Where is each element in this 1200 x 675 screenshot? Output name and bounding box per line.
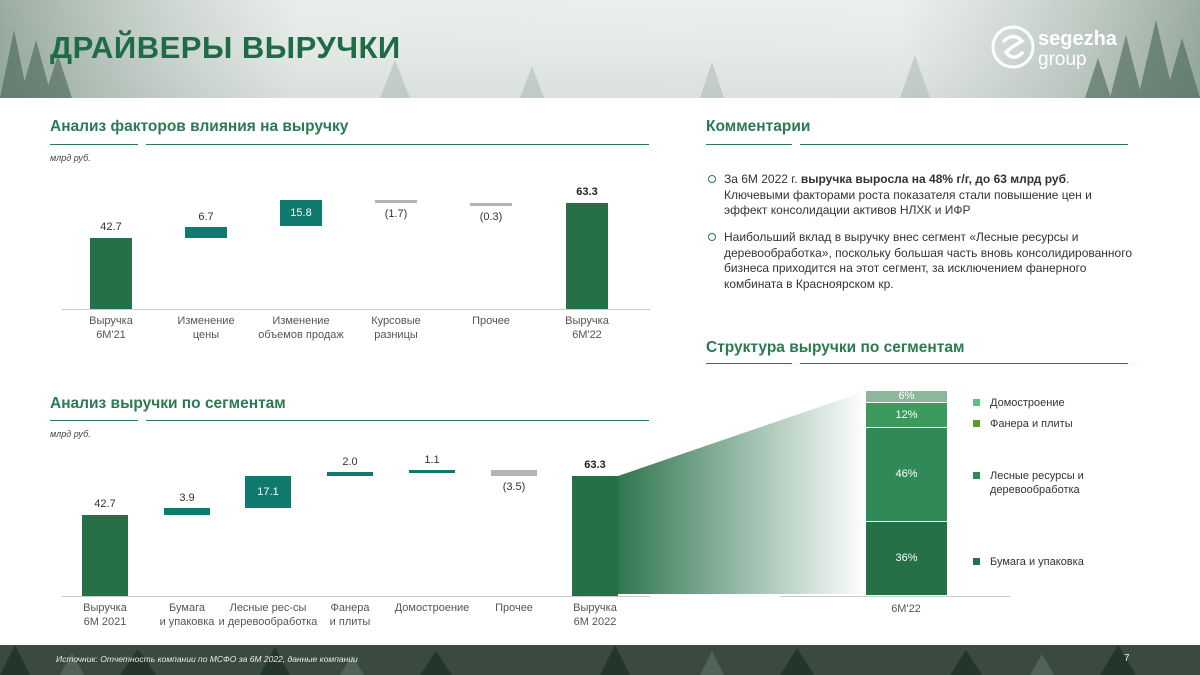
structure-baseline [780, 596, 1010, 597]
bullet-icon [708, 233, 716, 241]
source-note: Источник: Отчетность компании по МСФО за 6М 2022, данные компании [56, 654, 358, 664]
legend-text-3: Лесные ресурсы и деревообработка [990, 470, 1084, 496]
segment-value-4: 6% [898, 390, 915, 403]
factors-rule-right [146, 144, 649, 145]
chart-baseline [62, 309, 650, 310]
bar-1 [82, 515, 128, 596]
comments-rule-left [706, 144, 792, 145]
data-label-4: 2.0 [342, 455, 358, 468]
data-label-2: 3.9 [179, 491, 195, 504]
category-label-6: Прочее [495, 602, 533, 614]
category-label-7: Выручка 6М 2022 [573, 602, 617, 628]
category-label-1: Выручка 6М 2021 [83, 602, 127, 628]
data-label-4: (1.7) [384, 208, 408, 221]
comment-text-2: Наибольший вклад в выручку внес сегмент «Лесные ресурсы и деревообработка», поскольку большая часть вновь консолидированного бизнеса приходится на этот сегмент, за исключением фанерного комбината в Красноярском кр. [724, 230, 1133, 291]
data-label-3: 15.8 [290, 207, 312, 220]
category-label-5: Домостроение [394, 602, 470, 614]
structure-category-label: 6М'22 [891, 603, 921, 615]
data-label-6: 63.3 [576, 186, 598, 199]
data-label-6: (3.5) [502, 481, 526, 494]
bar-7 [572, 476, 618, 596]
factors-rule-left [50, 144, 138, 145]
data-label-1: 42.7 [100, 220, 122, 233]
category-label-4: Фанера и плиты [329, 602, 371, 628]
segment-value-1: 36% [895, 552, 918, 565]
category-label-5: Прочее [472, 315, 510, 327]
legend-text-1: Домостроение [990, 397, 1065, 409]
bar-6 [491, 470, 537, 477]
legend-swatch-1 [973, 399, 980, 406]
structure-title: Структура выручки по сегментам [706, 339, 965, 356]
legend-swatch-4 [973, 558, 980, 565]
category-label-3: Лесные рес-сы и деревообработка [218, 602, 318, 628]
comments-title: Комментарии [706, 118, 811, 135]
data-label-7: 63.3 [584, 459, 606, 472]
category-label-2: Изменение цены [177, 315, 235, 341]
segments-rule-right [146, 420, 649, 421]
legend-swatch-2 [973, 420, 980, 427]
segment-value-3: 12% [895, 408, 918, 421]
bar-5 [409, 470, 455, 473]
structure-rule-right [800, 363, 1128, 364]
logo-text-group: group [1038, 49, 1087, 70]
bar-5 [470, 203, 512, 206]
category-label-2: Бумага и упаковка [159, 602, 215, 628]
bar-2 [164, 508, 210, 515]
structure-rule-left [706, 363, 792, 364]
company-logo [990, 22, 1140, 74]
data-label-1: 42.7 [94, 498, 116, 511]
page-title: ДРАЙВЕРЫ ВЫРУЧКИ [50, 30, 401, 65]
category-label-6: Выручка 6М'22 [565, 315, 609, 341]
bar-6 [566, 203, 608, 309]
footer-banner [0, 645, 1200, 675]
chart-baseline [62, 596, 650, 597]
factors-title: Анализ факторов влияния на выручку [50, 118, 349, 135]
segments-title: Анализ выручки по сегментам [50, 395, 286, 412]
legend-text-2: Фанера и плиты [990, 418, 1073, 430]
comments-rule-right [800, 144, 1128, 145]
segment-connector-funnel [618, 388, 868, 598]
logo-icon [990, 24, 1036, 70]
data-label-5: (0.3) [479, 210, 503, 223]
data-label-3: 17.1 [257, 485, 279, 498]
bar-4 [375, 200, 417, 203]
data-label-2: 6.7 [198, 210, 214, 223]
data-label-5: 1.1 [424, 453, 440, 466]
bar-2 [185, 227, 227, 238]
segments-units: млрд руб. [50, 429, 91, 439]
bullet-icon [708, 175, 716, 183]
segments-rule-left [50, 420, 138, 421]
legend-swatch-3 [973, 472, 980, 479]
comment-text-1: За 6М 2022 г. выручка выросла на 48% г/г, до 63 млрд руб. Ключевыми факторами роста показателя стали повышение цен и эффект консолидации активов НЛХК и ИФР [724, 172, 1092, 217]
category-label-4: Курсовые разницы [371, 315, 421, 341]
segment-value-2: 46% [895, 468, 918, 481]
factors-units: млрд руб. [50, 153, 91, 163]
bar-4 [327, 472, 373, 476]
header-banner [0, 0, 1200, 98]
category-label-1: Выручка 6М'21 [89, 315, 133, 341]
logo-text-segezha: segezha [1038, 28, 1117, 50]
page-number: 7 [1124, 653, 1130, 664]
bar-1 [90, 238, 132, 309]
category-label-3: Изменение объемов продаж [258, 315, 344, 341]
legend-text-4: Бумага и упаковка [990, 556, 1084, 568]
